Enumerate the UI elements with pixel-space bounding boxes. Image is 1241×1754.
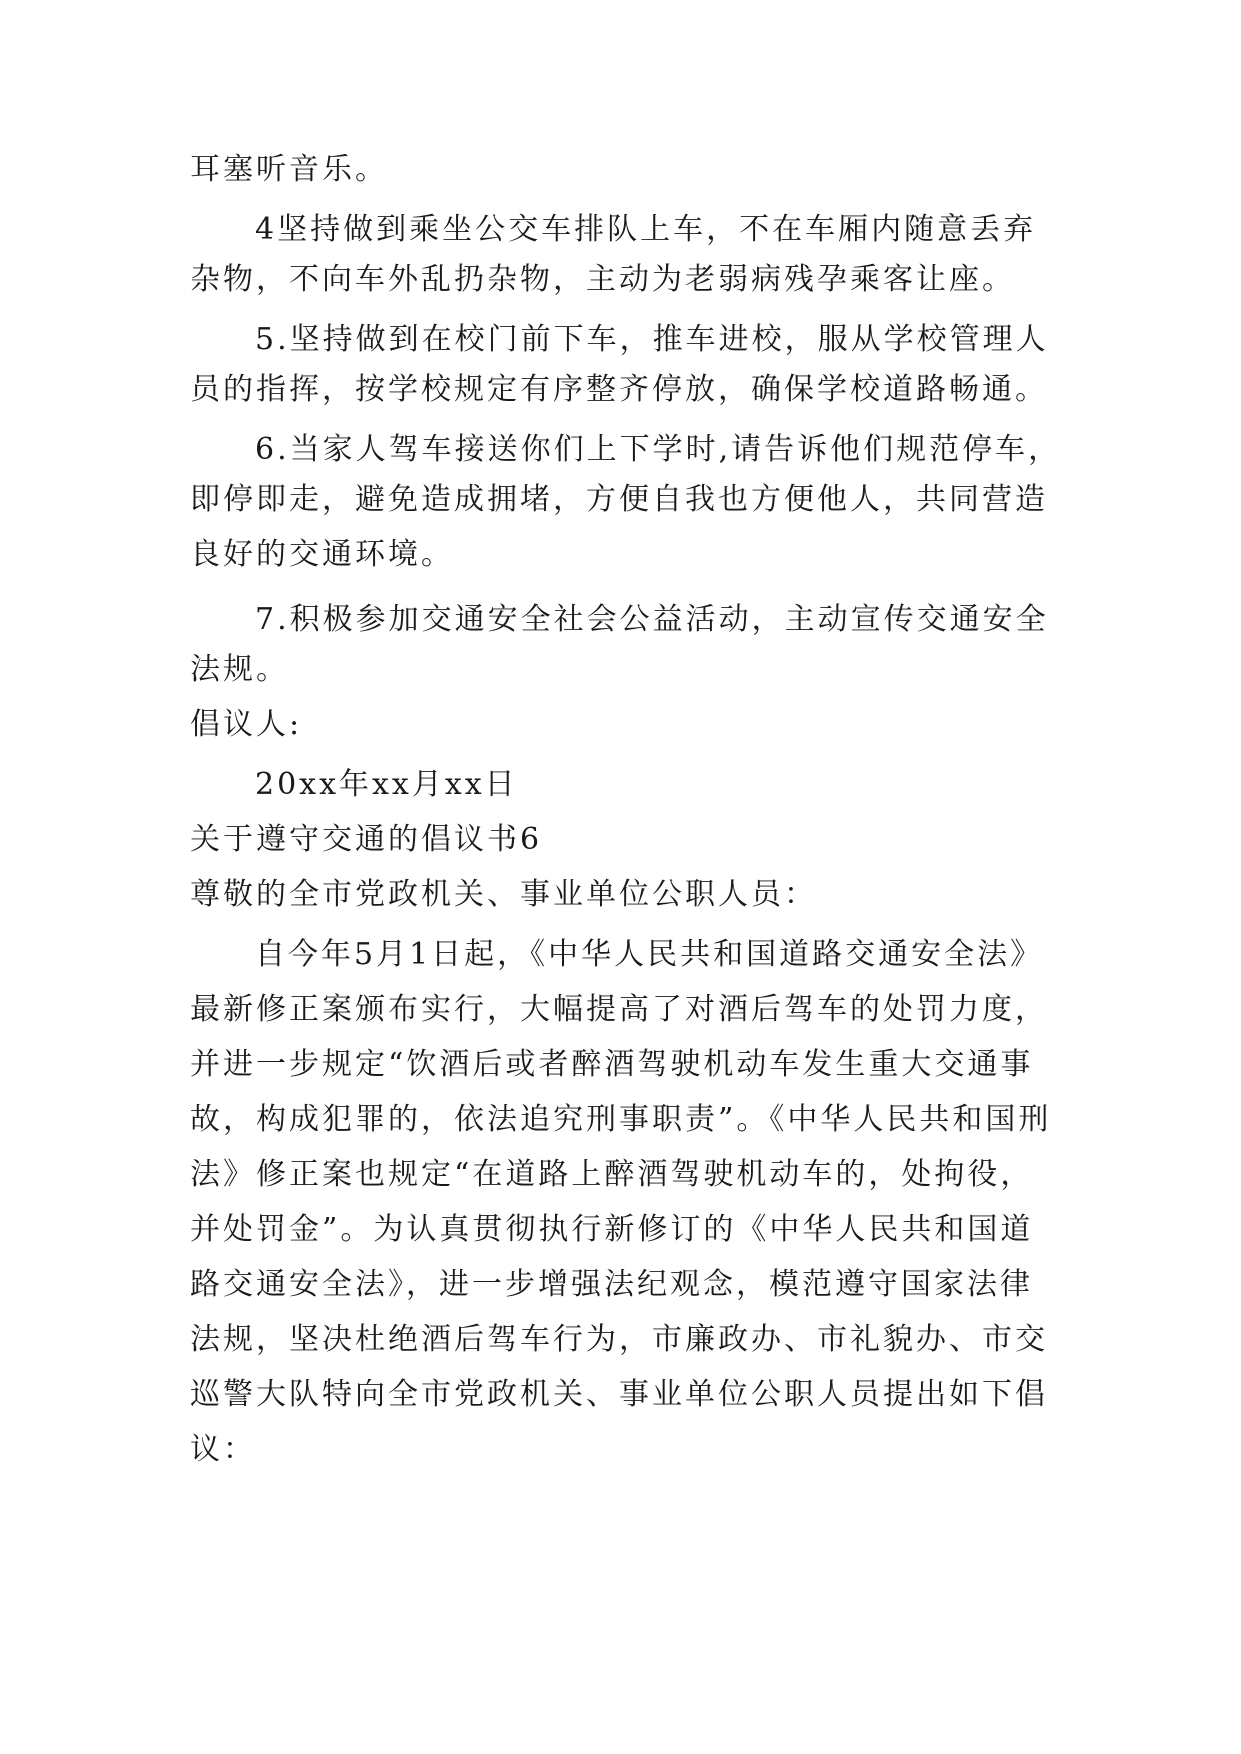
text-line: 6.当家人驾车接送你们上下学时,请告诉他们规范停车， [255,432,1062,467]
text-line: 议： [190,1432,256,1467]
section-title: 关于遵守交通的倡议书6 [190,822,543,857]
text-line: 4坚持做到乘坐公交车排队上车，不在车厢内随意丢弃 [255,212,1037,247]
text-line: 法》修正案也规定“在道路上醉酒驾驶机动车的，处拘役， [190,1157,1034,1192]
text-line: 路交通安全法》，进一步增强法纪观念，模范遵守国家法律 [190,1267,1033,1302]
text-line: 法规。 [190,652,289,687]
text-line: 员的指挥，按学校规定有序整齐停放，确保学校道路畅通。 [190,372,1048,407]
salutation: 尊敬的全市党政机关、事业单位公职人员： [190,877,817,912]
text-line: 耳塞听音乐。 [190,152,388,187]
date-line: 20xx年xx月xx日 [255,767,518,802]
text-line: 并处罚金”。为认真贯彻执行新修订的《中华人民共和国道 [190,1212,1034,1247]
text-line: 最新修正案颁布实行，大幅提高了对酒后驾车的处罚力度， [190,992,1048,1027]
text-line: 良好的交通环境。 [190,537,454,572]
text-line: 法规，坚决杜绝酒后驾车行为，市廉政办、市礼貌办、市交 [190,1322,1048,1357]
text-line: 自今年5月1日起，《中华人民共和国道路交通安全法》 [255,937,1044,972]
text-line: 并进一步规定“饮酒后或者醉酒驾驶机动车发生重大交通事 [190,1047,1034,1082]
text-line: 倡议人: [190,707,303,742]
text-line: 杂物，不向车外乱扔杂物，主动为老弱病残孕乘客让座。 [190,262,1015,297]
text-line: 7.积极参加交通安全社会公益活动，主动宣传交通安全 [255,602,1049,637]
text-line: 巡警大队特向全市党政机关、事业单位公职人员提出如下倡 [190,1377,1048,1412]
text-line: 故，构成犯罪的，依法追究刑事职责”。《中华人民共和国刑 [190,1102,1052,1137]
text-line: 5.坚持做到在校门前下车，推车进校，服从学校管理人 [255,322,1049,357]
text-line: 即停即走，避免造成拥堵，方便自我也方便他人，共同营造 [190,482,1048,517]
